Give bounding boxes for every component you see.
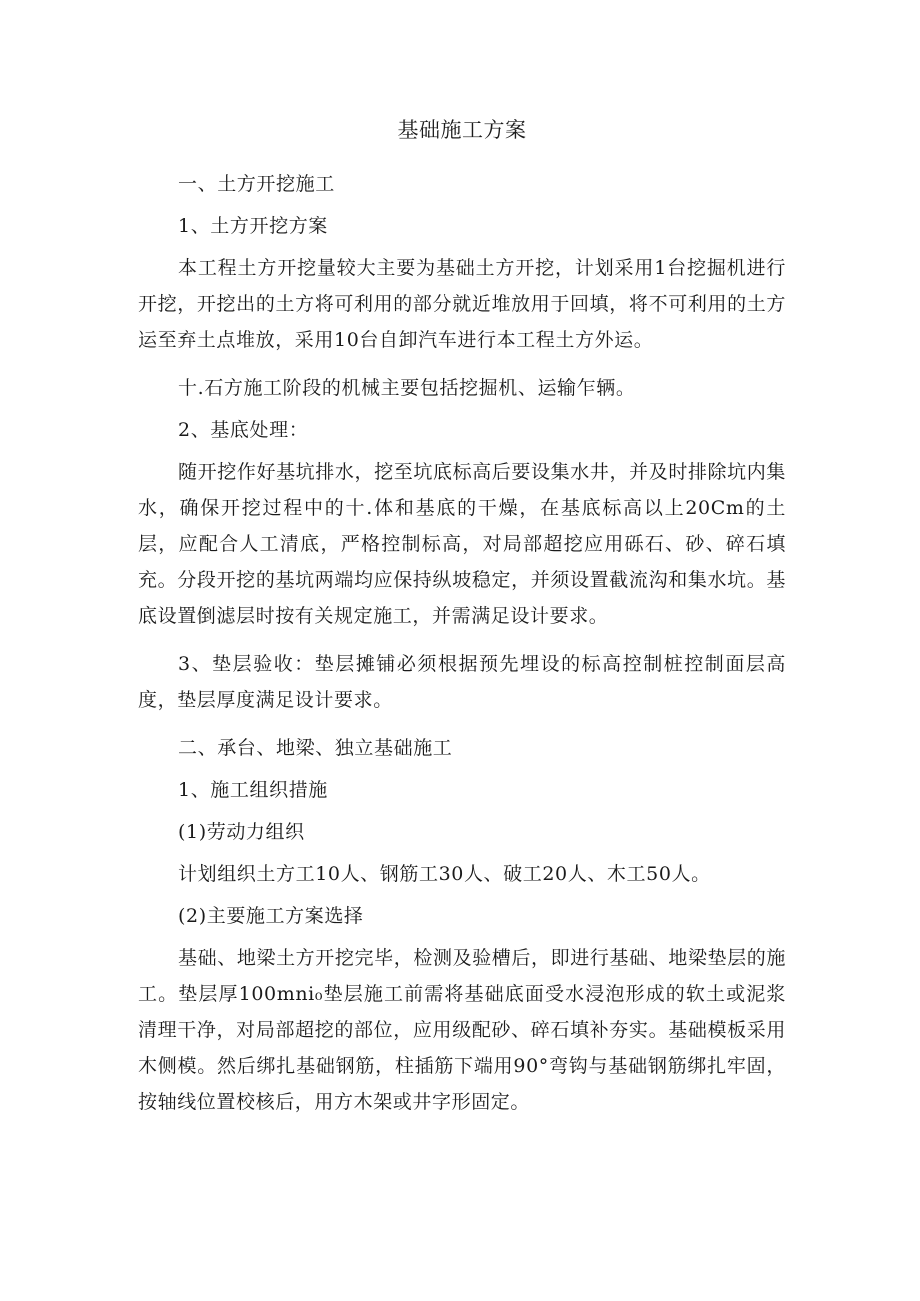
document-page	[138, 112, 786, 1132]
paragraph-cushion-acceptance: 3、垫层验收：垫层摊铺必须根据预先埋设的标高控制桩控制面层高度，垫层厚度满足设计要求。	[138, 653, 786, 711]
section-heading-2: 二、承台、地梁、独立基础施工	[178, 737, 453, 759]
subsection-heading-1-1: 1、土方开挖方案	[178, 215, 328, 237]
subsection-heading-2-1: 1、施工组织措施	[178, 779, 328, 801]
section-heading-1: 一、土方开挖施工	[178, 173, 335, 195]
item-heading-labor: (1)劳动力组织	[178, 821, 305, 843]
item-heading-construction-plan: (2)主要施工方案选择	[178, 905, 364, 927]
paragraph-construction-plan: 基础、地梁土方开挖完毕，检测及验槽后，即进行基础、地梁垫层的施工。垫层厚100mni₀垫层施工前需将基础底面受水浸泡形成的软土或泥浆清理干净，对局部超挖的部位，应用级配砂、碎石填补夯实。基础模板采用木侧模。然后绑扎基础钢筋，柱插筋下端用90°弯钩与基础钢筋绑扎牢固，按轴线位置校核后，用方木架或井字形固定。	[138, 947, 786, 1113]
paragraph-excavation-plan: 本工程土方开挖量较大主要为基础土方开挖，计划采用1台挖掘机进行开挖，开挖出的土方将可利用的部分就近堆放用于回填，将不可利用的土方运至弃土点堆放，采用10台自卸汽车进行本工程土方外运。	[138, 257, 786, 351]
document-title: 基础施工方案	[397, 118, 527, 142]
subsection-heading-1-2: 2、基底处理：	[178, 419, 309, 441]
paragraph-base-treatment: 随开挖作好基坑排水，挖至坑底标高后要设集水井，并及时排除坑内集水，确保开挖过程中的十.体和基底的干燥，在基底标高以上20Cm的土层，应配合人工清底，严格控制标高，对局部超挖应用砾石、砂、碎石填充。分段开挖的基坑两端均应保持纵坡稳定，并须设置截流沟和集水坑。基底设置倒滤层时按有关规定施工，并需满足设计要求。	[138, 461, 786, 627]
paragraph-machinery: 十.石方施工阶段的机械主要包括挖掘机、运输乍辆。	[178, 377, 636, 399]
paragraph-labor-plan: 计划组织土方工10人、钢筋工30人、破工20人、木工50人。	[178, 863, 711, 885]
